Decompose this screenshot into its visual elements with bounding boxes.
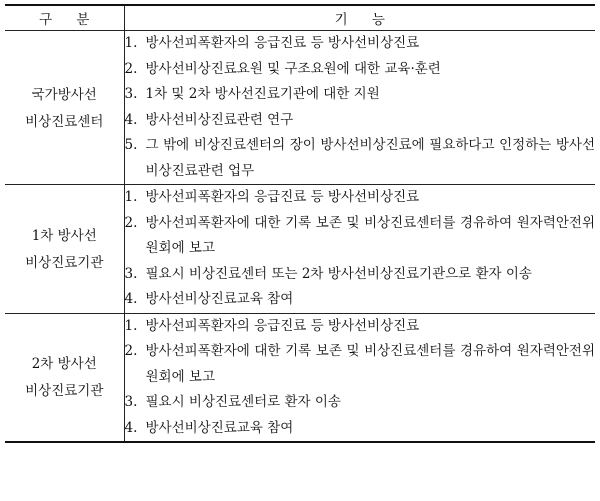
header-category: 구 분 (5, 5, 124, 31)
category-cell (5, 313, 124, 442)
list-item: 1. 방사선피폭환자의 응급진료 등 방사선비상진료 (124, 189, 420, 205)
list-item: 3. 1차 및 2차 방사선진료기관에 대한 지원 (124, 86, 380, 102)
function-cell (124, 31, 595, 185)
category-line: 2차 방사선 (31, 356, 97, 373)
list-item: 3. 필요시 비상진료센터 또는 2차 방사선비상진료기관으로 환자 이송 (124, 265, 532, 282)
list-item: 3. 필요시 비상진료센터로 환자 이송 (124, 394, 341, 410)
list-item: 4. 방사선비상진료관련 연구 (124, 111, 294, 128)
list-item: 2. 방사선피폭환자에 대한 기록 보존 및 비상진료센터를 경유하여 원자력안전위원회에 보고 (124, 343, 595, 385)
category-line: 비상진료기관 (25, 383, 104, 400)
list-item: 1. 방사선피폭환자의 응급진료 등 방사선비상진료 (124, 35, 420, 51)
list-item: 4. 방사선비상진료교육 참여 (124, 419, 294, 436)
table-row (5, 185, 595, 314)
list-item: 2. 방사선피폭환자에 대한 기록 보존 및 비상진료센터를 경유하여 원자력안전위원회에 보고 (124, 214, 595, 256)
list-item: 5. 그 밖에 비상진료센터의 장이 방사선비상진료에 필요하다고 인정하는 방사선비상진료관련 업무 (124, 137, 595, 179)
header-row (5, 5, 595, 31)
category-line: 비상진료기관 (25, 254, 104, 271)
list-item: 1. 방사선피폭환자의 응급진료 등 방사선비상진료 (124, 317, 420, 334)
list-item: 4. 방사선비상진료교육 참여 (124, 291, 294, 307)
function-cell (124, 313, 595, 442)
table-row (5, 313, 595, 442)
functions-table (5, 4, 595, 443)
category-line: 1차 방사선 (31, 227, 97, 244)
list-item: 2. 방사선비상진료요원 및 구조요원에 대한 교육·훈련 (124, 60, 441, 77)
category-cell (5, 185, 124, 314)
category-line: 비상진료센터 (25, 113, 104, 130)
header-function: 기 능 (124, 5, 595, 31)
table-row (5, 31, 595, 185)
function-cell (124, 185, 595, 314)
category-line: 국가방사선 (31, 86, 97, 103)
category-cell (5, 31, 124, 185)
